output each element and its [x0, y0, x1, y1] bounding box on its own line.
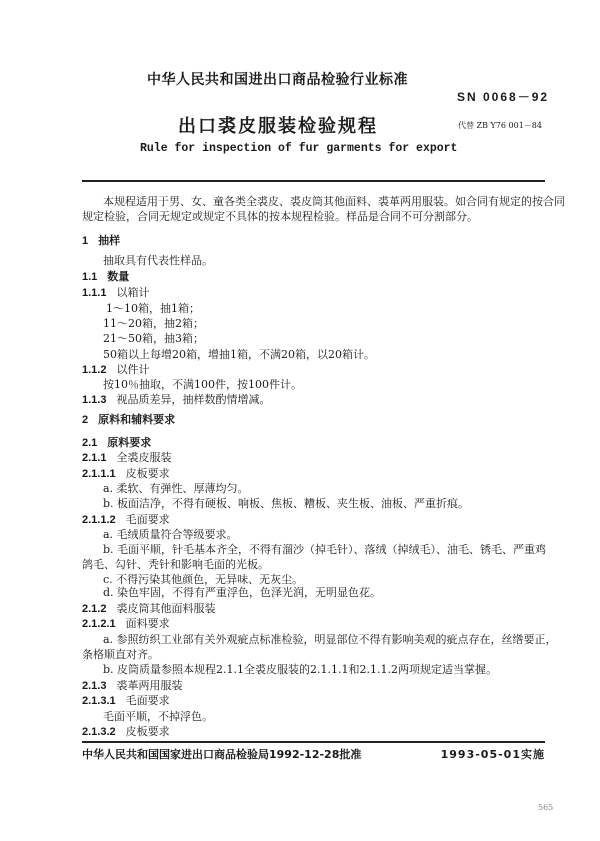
standard-code: SN 0068－92 [457, 90, 550, 104]
section-number: 1.1 [82, 271, 98, 283]
line-text: 按10％抽取，不满100件，按100件计。 [103, 378, 302, 391]
line-text: 21～50箱，抽3箱； [103, 332, 204, 345]
section-heading [82, 467, 170, 481]
section-heading [82, 363, 149, 377]
section-heading [82, 725, 170, 739]
section-number: 2.1.2 [82, 603, 107, 615]
paragraph-line [103, 348, 375, 362]
section-number: 2.1.1.2 [82, 514, 116, 526]
line-text: 原料要求 [107, 436, 152, 449]
line-text: 皮板要求 [125, 467, 170, 480]
section-number: 1 [82, 235, 89, 247]
section-number: 2 [82, 414, 89, 426]
line-text: 以件计 [116, 363, 150, 376]
line-text: 皮板要求 [125, 725, 170, 738]
line-text: 抽样 [98, 234, 121, 247]
paragraph-line [103, 254, 213, 268]
line-text: 面料要求 [125, 617, 170, 630]
line-text: c. 不得污染其他颜色，无异味、无灰尘。 [103, 573, 304, 586]
section-heading [82, 451, 171, 465]
section-heading [82, 270, 129, 284]
line-text: 裘皮筒其他面料服装 [116, 602, 216, 615]
line-text: 抽取具有代表性样品。 [103, 254, 213, 267]
page-number: 565 [538, 803, 554, 812]
line-text: 1～10箱，抽1箱； [106, 302, 200, 315]
paragraph-line [103, 573, 303, 587]
section-heading [82, 393, 270, 407]
line-text: a. 参照纺织工业部有关外观疵点标准检验，明显部位不得有影响美观的疵点存在，丝绺要正， [103, 633, 557, 646]
section-number: 2.1.3 [82, 680, 107, 692]
section-number: 2.1.1 [82, 452, 107, 464]
line-text: d. 染色牢固，不得有严重浮色，色泽光润，无明显色花。 [103, 586, 382, 599]
section-heading [82, 413, 175, 427]
line-text: 鸽毛、勾针、秃针和影响毛面的光板。 [82, 558, 269, 571]
section-heading [82, 286, 149, 300]
paragraph-line [106, 302, 200, 316]
paragraph-line [103, 710, 213, 724]
section-heading [82, 694, 170, 708]
replaces-standard: 代替 ZB Y76 001－84 [458, 121, 542, 130]
section-number: 2.1.3.1 [82, 695, 116, 707]
line-text: b. 板面洁净，不得有硬板、响板、焦板、糟板、夹生板、油板、严重折痕。 [103, 497, 470, 510]
paragraph-line [103, 528, 238, 542]
header-divider [82, 180, 545, 182]
line-text: 毛面要求 [125, 694, 170, 707]
paragraph-line [103, 543, 546, 557]
document-title: 出口裘皮服装检验规程 [178, 116, 378, 137]
section-heading [82, 679, 182, 693]
line-text: 本规程适用于男、女、童各类全裘皮、裘皮筒其他面料、裘革两用服装。如合同有规定的按合同 [103, 195, 565, 208]
section-heading [82, 234, 120, 248]
line-text: 毛面要求 [125, 513, 170, 526]
paragraph-line [103, 497, 469, 511]
paragraph-line [103, 663, 497, 677]
line-text: 视品质差异，抽样数酌情增减。 [116, 393, 271, 406]
section-number: 1.1.2 [82, 364, 107, 376]
section-number: 1.1.3 [82, 394, 107, 406]
line-text: 裘革两用服装 [116, 679, 183, 692]
paragraph-line [103, 633, 557, 647]
line-text: 以箱计 [116, 286, 150, 299]
effective-date: 1993-05-01实施 [440, 748, 545, 761]
document-title-english: Rule for inspection of fur garments for export [140, 142, 458, 155]
paragraph-line [82, 558, 269, 572]
paragraph-line [103, 332, 204, 346]
section-heading [82, 617, 170, 631]
footer-divider [82, 741, 545, 743]
paragraph-line [103, 482, 249, 496]
line-text: 全裘皮服装 [116, 451, 172, 464]
issuing-body-heading: 中华人民共和国进出口商品检验行业标准 [147, 72, 408, 88]
section-heading [82, 436, 151, 450]
section-number: 1.1.1 [82, 287, 107, 299]
paragraph-line [103, 586, 381, 600]
paragraph-line [82, 210, 478, 224]
paragraph-line [82, 648, 159, 662]
line-text: 规定检验，合同无规定或规定不具体的按本规程检验。样品是合同不可分割部分。 [82, 210, 478, 223]
line-text: 原料和辅料要求 [98, 413, 176, 426]
section-number: 2.1.3.2 [82, 726, 116, 738]
paragraph-line [103, 317, 204, 331]
line-text: b. 毛面平顺，针毛基本齐全，不得有溜沙（掉毛针）、落绒（掉绒毛）、油毛、锈毛、严重鸡 [103, 543, 547, 556]
line-text: 11～20箱，抽2箱； [103, 317, 204, 330]
section-number: 2.1.2.1 [82, 618, 116, 630]
paragraph-line [103, 378, 302, 392]
section-heading [82, 513, 170, 527]
section-heading [82, 602, 215, 616]
line-text: 毛面平顺，不掉浮色。 [103, 710, 213, 723]
approval-date: 中华人民共和国国家进出口商品检验局1992-12-28批准 [82, 748, 362, 761]
section-number: 2.1.1.1 [82, 468, 116, 480]
line-text: a. 柔软、有弹性、厚薄均匀。 [103, 482, 249, 495]
line-text: 50箱以上每增20箱，增抽1箱，不满20箱，以20箱计。 [103, 348, 375, 361]
line-text: a. 毛绒质量符合等级要求。 [103, 528, 238, 541]
line-text: 数量 [107, 270, 130, 283]
line-text: b. 皮筒质量参照本规程2.1.1全裘皮服装的2.1.1.1和2.1.1.2两项规定适当掌握。 [103, 663, 497, 676]
line-text: 条格顺直对齐。 [82, 648, 159, 661]
paragraph-line [103, 195, 565, 209]
section-number: 2.1 [82, 437, 98, 449]
